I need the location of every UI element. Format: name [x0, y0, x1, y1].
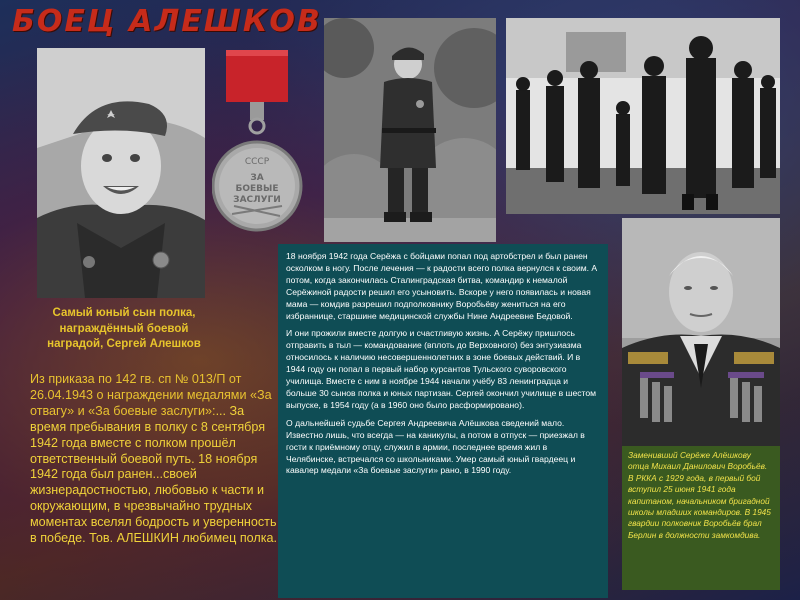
portrait-caption: Самый юный сын полка, награждённый боевой наградой, Сергей Алешков [47, 307, 201, 350]
vorobyov-portrait-photo [622, 218, 780, 446]
biography-paragraph-2: И они прожили вместе долгую и счастливую жизнь. А Серёжу пришлось отправить в тыл — командование (вплоть до Верховного) без энтузиазма относилось к наличию несовершеннолетних в зоне боевых действий. И в 1944 году он попал в первый набор курсантов Тульского суворовского училища. Вместе с ним в ноябре 1944 начали учёбу 83 ленинградца и больше 30 сынов полка и юных партизан. Сергей окончил училище в шестом выпуске, в 1954 году (а в 1960 оно было расформировано). [286, 328, 597, 410]
boy-portrait-photo [37, 48, 205, 298]
award-order-body: ... За время пребывания в полку с 8 сентября 1942 года вместе с полком прошёл ответственный боевой путь. 18 ноября 1942 года был ранен...своей жизнерадостностью, любовью к части и окружающим, в чрезвычайно трудных моментах вселял бодрость и уверенность в победе. Тов. АЛЕШКИН любимец полка. [30, 403, 278, 546]
biography-paragraph-3: О дальнейшей судьбе Сергея Андреевича Алёшкова сведений мало. Известно лишь, что всегда — на каникулы, а потом в отпуск — приезжал в гости к приёмному отцу, служил в армии, последнее время жил в Челябинске, встречался со школьниками. Умер самый юный гвардеец и кавалер медали «За боевые заслуги» рано, в 1990 году. [286, 417, 585, 476]
officers-group-photo [506, 18, 780, 214]
medal-text-line2: БОЕВЫЕ [235, 184, 279, 194]
vorobyov-caption-box [622, 446, 780, 590]
award-order-lead: Из приказа по 142 гв. сп № 013/П от 26.04.1943 о награждении медалями «За отвагу» и «За боевые заслуги»: [30, 372, 272, 418]
biography-text-box [278, 244, 608, 598]
page-title: БОЕЦ АЛЕШКОВ [12, 4, 322, 39]
medal-text-line1: ЗА [250, 173, 264, 183]
medal-text-line3: ЗАСЛУГИ [233, 195, 281, 205]
boy-standing-photo [324, 18, 496, 242]
award-order-text [30, 372, 278, 547]
vorobyov-caption-text: Заменивший Серёже Алёшкову отца Михаил Данилович Воробьёв. В РККА с 1929 года, в первый бой вступил 25 июня 1941 года капитаном, начальником бригадной школы младших командиров. В 1945 гвардии полковник Воробьёв брал Берлин в должности замкомдива. [628, 450, 771, 540]
biography-paragraph-1: 18 ноября 1942 года Серёжа с бойцами попал под артобстрел и был ранен осколком в ногу. После лечения — к радости всего полка вернулся к своим. А потом, когда закончилась Сталинградская битва, командир к немалой Серёжиной радости решил его усыновить. Вскоре у него появилась и новая мама — комдив разрешил подполковнику Воробьёву жениться на его избраннице, старшине медицинской службы Нине Андреевне Бедовой. [286, 251, 598, 321]
medal-text-top: СССР [244, 157, 270, 167]
medal-image [212, 46, 314, 236]
